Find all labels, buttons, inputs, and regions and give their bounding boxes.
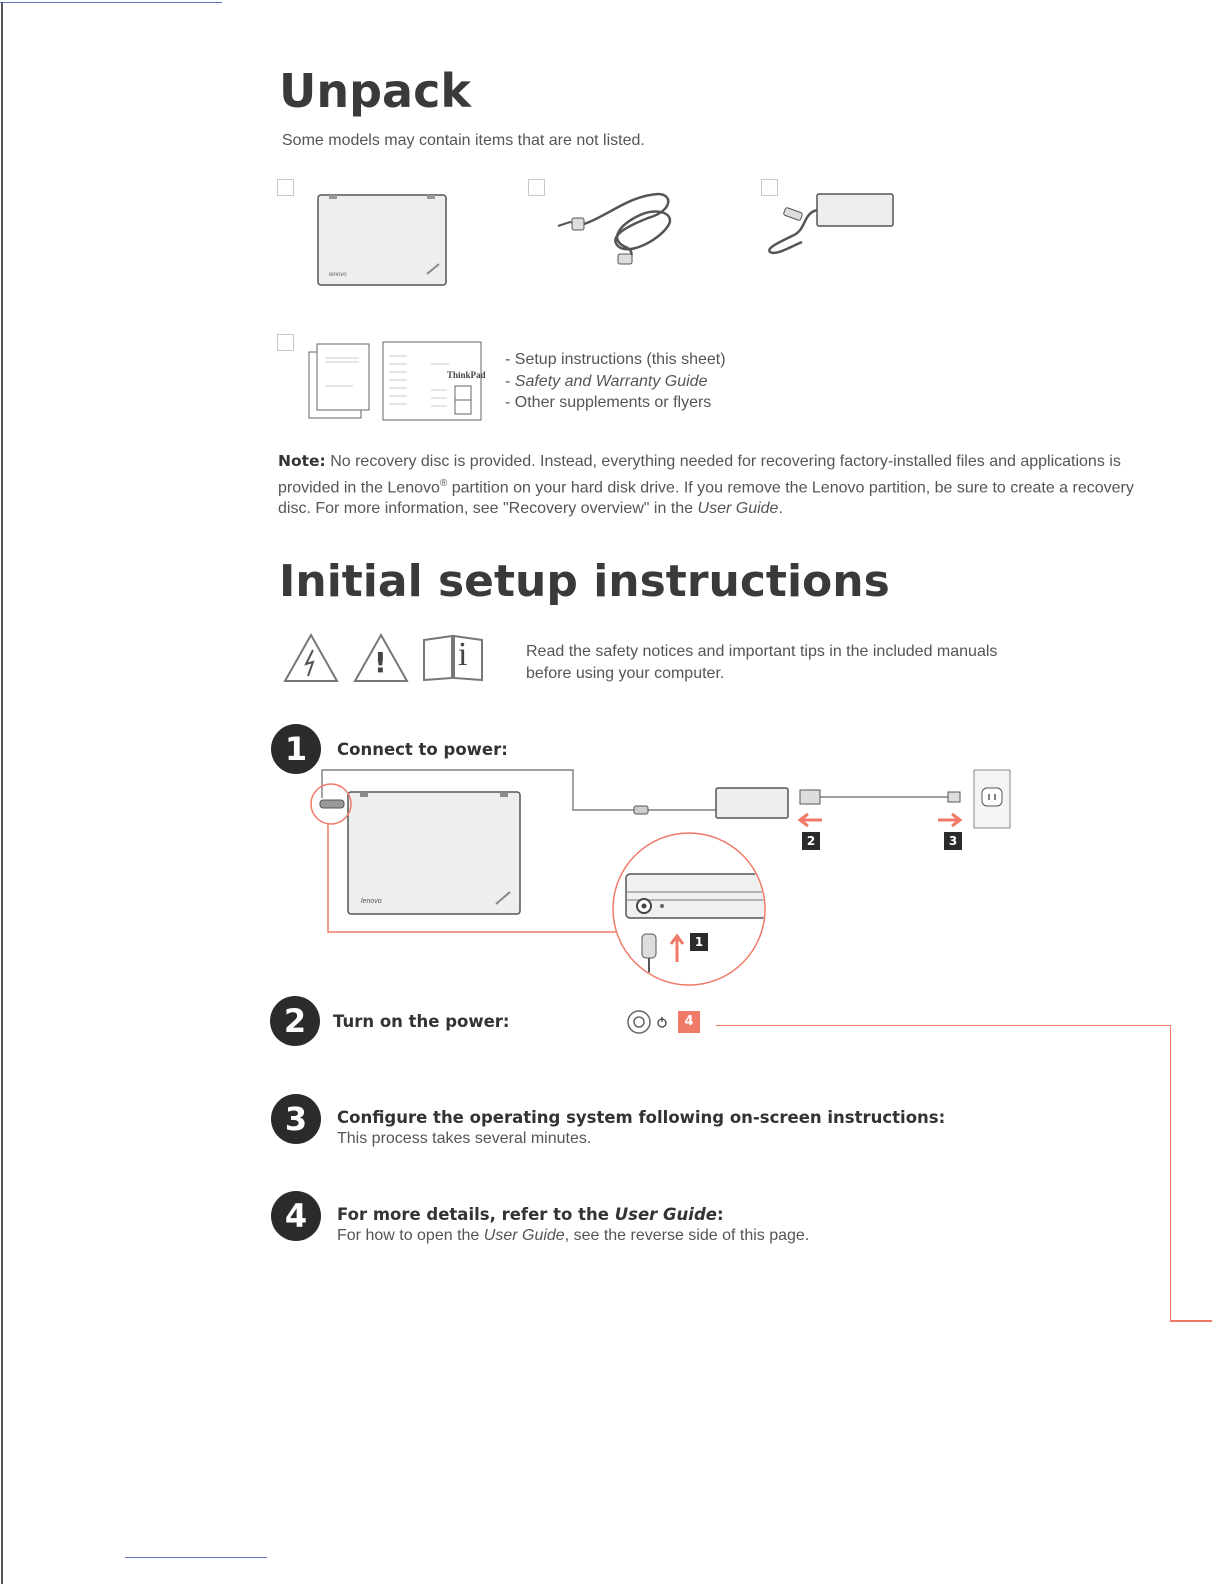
checkbox-documents[interactable] (277, 334, 294, 351)
thinkpad-label: ThinkPad (447, 370, 486, 380)
step-1-title: Connect to power: (337, 740, 508, 759)
doc-item-safety-italic: Safety and Warranty Guide (514, 372, 708, 390)
step-2-title: Turn on the power: (333, 1012, 510, 1031)
note-text-b: partition on your hard disk drive. If you remove the Lenovo partition, be sure to create a recovery disc. For more information, see "Recovery overview" in the (278, 478, 1134, 518)
doc-item-safety-prefix: - (505, 372, 515, 390)
note-text-a: No recovery disc is provided. Instead, everything needed for recovering factory-installed files and applications is provided in the Lenovo (278, 453, 1121, 496)
step-4-desc-italic: User Guide (483, 1227, 565, 1244)
top-edge-line (0, 2, 222, 3)
step-4-title-suffix: : (716, 1205, 724, 1224)
checkbox-laptop[interactable] (277, 179, 294, 196)
laptop-brand-label: lenovo (329, 272, 347, 278)
unpack-title: Unpack (279, 64, 471, 118)
step-4-number: 4 (271, 1191, 321, 1241)
step-3-desc: This process takes several minutes. (337, 1130, 592, 1147)
step-2-connector-line-end (1170, 1320, 1212, 1322)
setup-title: Initial setup instructions (279, 556, 890, 607)
callout-1: 1 (690, 933, 708, 951)
note-label: Note: (278, 452, 326, 470)
step-2-connector-line (716, 1025, 1171, 1322)
step-3-number: 3 (271, 1094, 321, 1144)
step-4-title (337, 1205, 724, 1224)
caution-glyph: ! (374, 646, 387, 679)
step-4-desc-suffix: , see the reverse side of this page. (564, 1227, 810, 1244)
step-4-desc (337, 1227, 809, 1245)
note-text-c: . (778, 500, 783, 518)
doc-item-safety (505, 371, 726, 393)
step-4-desc-prefix: For how to open the (337, 1227, 484, 1244)
step-4-title-prefix: For more details, refer to the (337, 1205, 615, 1224)
callout-3: 3 (944, 832, 962, 850)
step-4-title-italic: User Guide (614, 1205, 717, 1224)
bottom-edge-line (125, 1557, 267, 1558)
checkbox-power-cord[interactable] (528, 179, 545, 196)
documents-list (505, 349, 726, 414)
power-button-icon[interactable] (626, 1009, 672, 1035)
safety-notice-line1: Read the safety notices and important tips in the included manuals (526, 643, 998, 660)
step-3-title: Configure the operating system following on-screen instructions: (337, 1108, 946, 1127)
step-1-number: 1 (271, 724, 321, 774)
callout-2: 2 (802, 832, 820, 850)
laptop-image (317, 194, 447, 286)
electric-warning-icon (282, 632, 340, 684)
ac-adapter-image (762, 190, 896, 256)
left-edge-line (1, 2, 3, 1584)
diagram-laptop-brand: lenovo (361, 898, 382, 905)
caution-warning-icon (352, 632, 410, 684)
power-cord-image (548, 186, 678, 266)
manual-info-icon (422, 634, 484, 682)
note-registered: ® (439, 477, 448, 489)
safety-notice (526, 641, 997, 684)
note-italic: User Guide (697, 500, 779, 518)
connect-power-diagram (300, 766, 1020, 990)
unpack-subtitle: Some models may contain items that are not listed. (282, 132, 645, 149)
callout-4: 4 (678, 1011, 700, 1033)
safety-notice-line2: before using your computer. (526, 664, 725, 682)
doc-item-other: - Other supplements or flyers (505, 394, 712, 411)
info-letter: i (458, 636, 468, 673)
note-paragraph (278, 451, 1168, 520)
step-2-number: 2 (270, 996, 320, 1046)
documents-image (307, 340, 485, 422)
doc-item-setup: - Setup instructions (this sheet) (505, 351, 726, 368)
